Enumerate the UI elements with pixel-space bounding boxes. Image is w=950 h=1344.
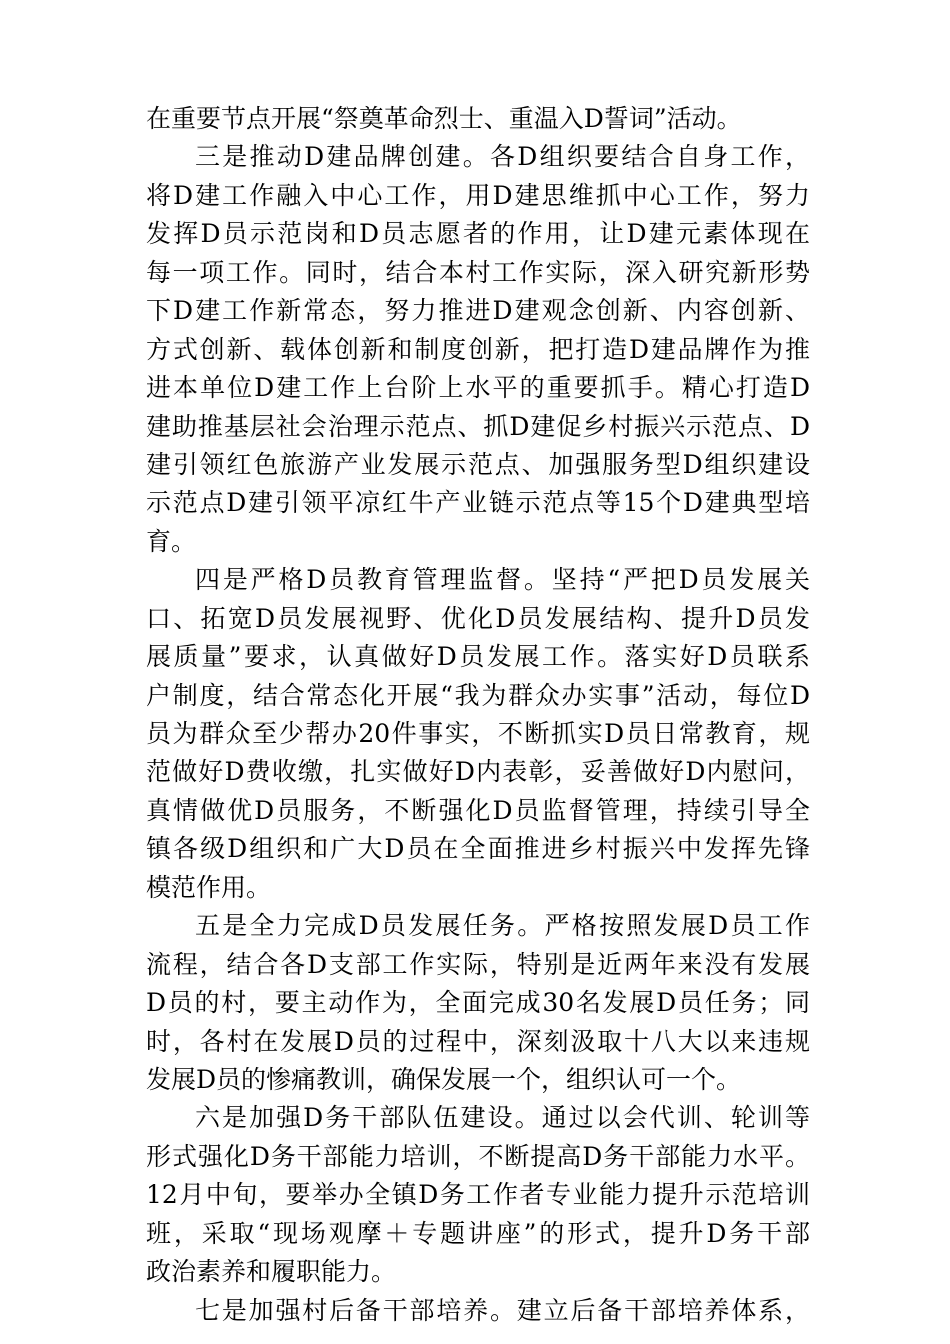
text-line: 流程，结合各D支部工作实际，特别是近两年来没有发展 <box>146 950 810 979</box>
text-line: 每一项工作。同时，结合本村工作实际，深入研究新形势 <box>146 258 810 287</box>
paragraph-start-line: 四是严格D员教育管理监督。坚持“严把D员发展关 <box>195 565 810 594</box>
text-line: 政治素养和履职能力。 <box>146 1257 397 1286</box>
paragraph-start-line: 五是全力完成D员发展任务。严格按照发展D员工作 <box>195 911 810 940</box>
text-line: 将D建工作融入中心工作，用D建思维抓中心工作，努力 <box>146 181 810 210</box>
text-line: 员为群众至少帮办20件事实，不断抓实D员日常教育，规 <box>146 719 810 748</box>
text-line: D员的村，要主动作为，全面完成30名发展D员任务；同 <box>146 988 810 1017</box>
text-line: 真情做优D员服务，不断强化D员监督管理，持续引导全 <box>146 796 810 825</box>
text-line: 时，各村在发展D员的过程中，深刻汲取十八大以来违规 <box>146 1027 810 1056</box>
text-line: 建助推基层社会治理示范点、抓D建促乡村振兴示范点、D <box>146 412 810 441</box>
text-line: 下D建工作新常态，努力推进D建观念创新、内容创新、 <box>146 296 810 325</box>
text-line: 范做好D费收缴，扎实做好D内表彰，妥善做好D内慰问， <box>146 757 810 786</box>
text-line: 模范作用。 <box>146 873 272 902</box>
text-line: 发展D员的惨痛教训，确保发展一个，组织认可一个。 <box>146 1065 742 1094</box>
text-line: 户制度，结合常态化开展“我为群众办实事”活动，每位D <box>146 681 810 710</box>
text-line: 镇各级D组织和广大D员在全面推进乡村振兴中发挥先锋 <box>146 834 810 863</box>
paragraph-start-line: 七是加强村后备干部培养。建立后备干部培养体系， <box>195 1296 810 1325</box>
text-line: 形式强化D务干部能力培训，不断提高D务干部能力水平。 <box>146 1142 810 1171</box>
text-line: 发挥D员示范岗和D员志愿者的作用，让D建元素体现在 <box>146 219 810 248</box>
text-line: 示范点D建引领平凉红牛产业链示范点等15个D建典型培 <box>146 488 810 517</box>
text-line: 班，采取“现场观摩＋专题讲座”的形式，提升D务干部 <box>146 1219 810 1248</box>
text-line: 展质量”要求，认真做好D员发展工作。落实好D员联系 <box>146 642 810 671</box>
paragraph-start-line: 六是加强D务干部队伍建设。通过以会代训、轮训等 <box>195 1103 810 1132</box>
text-line: 方式创新、载体创新和制度创新，把打造D建品牌作为推 <box>146 335 810 364</box>
paragraph-start-line: 三是推动D建品牌创建。各D组织要结合自身工作， <box>195 142 810 171</box>
text-line: 在重要节点开展“祭奠革命烈士、重温入D誓词”活动。 <box>146 104 742 133</box>
text-line: 建引领红色旅游产业发展示范点、加强服务型D组织建设 <box>146 450 810 479</box>
text-line: 进本单位D建工作上台阶上水平的重要抓手。精心打造D <box>146 373 810 402</box>
text-line: 口、拓宽D员发展视野、优化D员发展结构、提升D员发 <box>146 604 810 633</box>
text-line: 育。 <box>146 527 197 556</box>
text-line: 12月中旬，要举办全镇D务工作者专业能力提升示范培训 <box>146 1180 810 1209</box>
